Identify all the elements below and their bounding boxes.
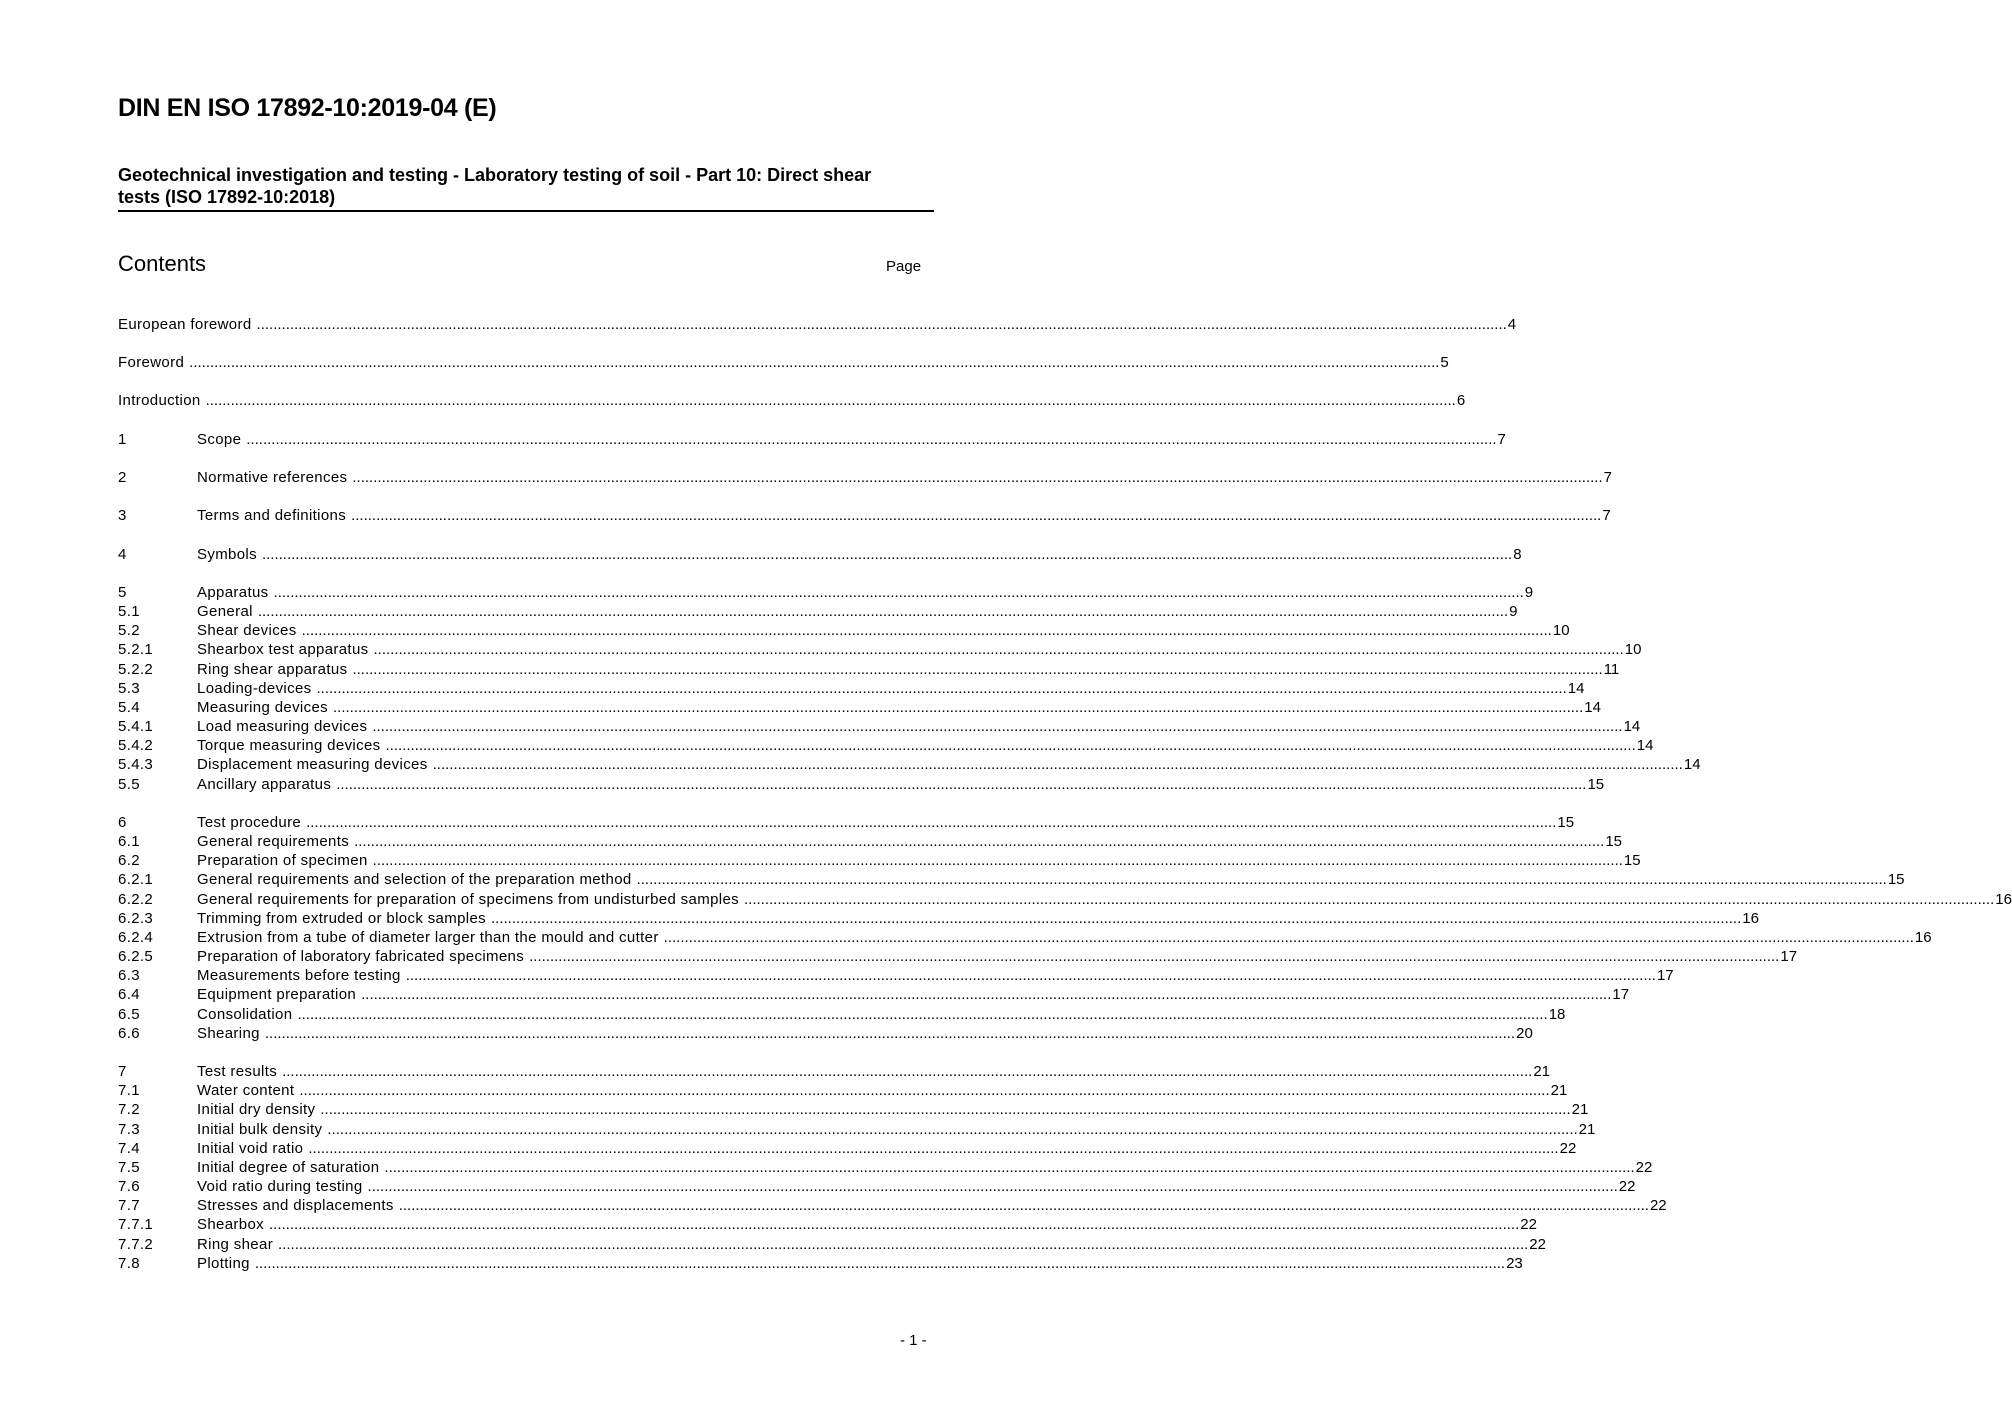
toc-dot-leader: ............................................................................................................................................................................................................................................................................................................ xyxy=(189,354,1440,371)
toc-entry-page: 21 xyxy=(1533,1063,1550,1080)
toc-entry-title: Stresses and displacements xyxy=(197,1197,394,1214)
toc-entry[interactable] xyxy=(118,546,1522,564)
toc-entry[interactable] xyxy=(118,469,1612,487)
toc-dot-leader: ............................................................................................................................................................................................................................................................................................................ xyxy=(529,948,1780,965)
toc-entry[interactable] xyxy=(118,641,1642,659)
toc-entry-title: Measuring devices xyxy=(197,699,329,716)
toc-entry-title: Initial dry density xyxy=(197,1101,316,1118)
toc-entry-number: 2 xyxy=(118,469,127,486)
toc-entry-page: 14 xyxy=(1636,737,1654,754)
toc-entry-number: 7.8 xyxy=(118,1255,140,1272)
toc-entry-number: 7.7.1 xyxy=(118,1216,154,1233)
toc-entry-number: 7.1 xyxy=(118,1082,140,1099)
toc-dot-leader: ............................................................................................................................................................................................................................................................................................................ xyxy=(273,584,1524,601)
toc-entry-title: General requirements for preparation of specimens from undisturbed samples xyxy=(197,891,739,908)
toc-entry[interactable] xyxy=(118,584,1534,602)
toc-entry-title: Preparation of laboratory fabricated specimens xyxy=(197,948,525,965)
toc-entry-title: European foreword xyxy=(118,316,252,333)
toc-entry-page: 7 xyxy=(1497,431,1506,448)
toc-entry[interactable] xyxy=(118,871,1905,889)
contents-heading: Contents xyxy=(118,251,207,276)
table-of-contents xyxy=(118,0,2012,1403)
toc-entry[interactable] xyxy=(118,1216,1537,1234)
toc-entry-number: 7.4 xyxy=(118,1140,140,1157)
toc-dot-leader: ............................................................................................................................................................................................................................................................................................................ xyxy=(385,737,1636,754)
toc-entry-page: 11 xyxy=(1603,661,1620,678)
toc-dot-leader: ............................................................................................................................................................................................................................................................................................................ xyxy=(254,1255,1506,1272)
toc-entry-title: Void ratio during testing xyxy=(197,1178,363,1195)
toc-entry-number: 5.5 xyxy=(118,776,140,793)
toc-entry-page: 9 xyxy=(1509,603,1518,620)
toc-entry-title: Extrusion from a tube of diameter larger than the mould and cutter xyxy=(197,929,659,946)
toc-entry-page: 22 xyxy=(1618,1178,1636,1195)
toc-entry[interactable] xyxy=(118,948,1798,966)
toc-dot-leader: ............................................................................................................................................................................................................................................................................................................ xyxy=(301,622,1552,639)
toc-entry[interactable] xyxy=(118,1255,1523,1273)
toc-dot-leader: ............................................................................................................................................................................................................................................................................................................ xyxy=(398,1197,1649,1214)
toc-entry[interactable] xyxy=(118,392,1466,410)
toc-entry-title: Apparatus xyxy=(197,584,269,601)
toc-dot-leader: ............................................................................................................................................................................................................................................................................................................ xyxy=(405,967,1656,984)
toc-entry-number: 5.4.3 xyxy=(118,756,154,773)
toc-entry-number: 6 xyxy=(118,814,127,831)
toc-entry[interactable] xyxy=(118,1236,1546,1254)
toc-entry-number: 6.2.3 xyxy=(118,910,154,927)
page-number: - 1 - xyxy=(900,1332,927,1349)
toc-dot-leader: ............................................................................................................................................................................................................................................................................................................ xyxy=(352,661,1603,678)
toc-entry[interactable] xyxy=(118,1121,1596,1139)
toc-entry-page: 21 xyxy=(1550,1082,1568,1099)
toc-entry[interactable] xyxy=(118,929,1932,947)
toc-entry-page: 14 xyxy=(1567,680,1585,697)
toc-dot-leader: ............................................................................................................................................................................................................................................................................................................ xyxy=(264,1025,1516,1042)
toc-dot-leader: ............................................................................................................................................................................................................................................................................................................ xyxy=(352,469,1603,486)
toc-dot-leader: ............................................................................................................................................................................................................................................................................................................ xyxy=(299,1082,1550,1099)
toc-entry-page: 4 xyxy=(1507,316,1517,333)
toc-entry-page: 15 xyxy=(1587,776,1605,793)
toc-entry-number: 6.4 xyxy=(118,986,140,1003)
toc-entry[interactable] xyxy=(118,891,2012,909)
toc-entry-title: Normative references xyxy=(197,469,348,486)
toc-dot-leader: ............................................................................................................................................................................................................................................................................................................ xyxy=(269,1216,1520,1233)
toc-dot-leader: ............................................................................................................................................................................................................................................................................................................ xyxy=(320,1101,1571,1118)
toc-entry[interactable] xyxy=(118,431,1506,449)
toc-entry-number: 6.2.5 xyxy=(118,948,154,965)
toc-entry[interactable] xyxy=(118,718,1641,736)
toc-entry-page: 23 xyxy=(1506,1255,1523,1272)
toc-entry[interactable] xyxy=(118,776,1605,794)
toc-entry[interactable] xyxy=(118,756,1701,774)
toc-entry[interactable] xyxy=(118,910,1759,928)
toc-dot-leader: ............................................................................................................................................................................................................................................................................................................ xyxy=(316,680,1567,697)
toc-entry[interactable] xyxy=(118,603,1518,621)
toc-entry-page: 17 xyxy=(1612,986,1630,1003)
toc-dot-leader: ............................................................................................................................................................................................................................................................................................................ xyxy=(282,1063,1533,1080)
toc-entry[interactable] xyxy=(118,1159,1653,1177)
toc-entry-number: 5 xyxy=(118,584,127,601)
toc-entry[interactable] xyxy=(118,316,1517,334)
toc-entry-title: Ancillary apparatus xyxy=(197,776,332,793)
toc-entry-page: 22 xyxy=(1649,1197,1667,1214)
toc-entry-number: 7 xyxy=(118,1063,127,1080)
toc-entry-page: 8 xyxy=(1513,546,1522,563)
toc-entry-title: Scope xyxy=(197,431,242,448)
toc-entry-page: 15 xyxy=(1623,852,1641,869)
toc-entry-page: 10 xyxy=(1624,641,1642,658)
toc-entry-title: Torque measuring devices xyxy=(197,737,381,754)
toc-entry-title: Shearbox xyxy=(197,1216,265,1233)
toc-entry-number: 6.6 xyxy=(118,1025,140,1042)
toc-entry-page: 14 xyxy=(1683,756,1701,773)
toc-entry-title: Water content xyxy=(197,1082,295,1099)
toc-entry-title: Test results xyxy=(197,1063,278,1080)
toc-entry-number: 6.1 xyxy=(118,833,140,850)
toc-entry-title: Displacement measuring devices xyxy=(197,756,428,773)
toc-entry-page: 16 xyxy=(1742,910,1759,927)
toc-entry-title: Plotting xyxy=(197,1255,250,1272)
toc-dot-leader: ............................................................................................................................................................................................................................................................................................................ xyxy=(361,986,1612,1003)
toc-entry-title: Measurements before testing xyxy=(197,967,401,984)
toc-entry-number: 1 xyxy=(118,431,127,448)
toc-entry-number: 7.2 xyxy=(118,1101,140,1118)
toc-dot-leader: ............................................................................................................................................................................................................................................................................................................ xyxy=(491,910,1742,927)
toc-entry[interactable] xyxy=(118,814,1575,832)
toc-entry-page: 15 xyxy=(1605,833,1623,850)
toc-dot-leader: ............................................................................................................................................................................................................................................................................................................ xyxy=(432,756,1683,773)
toc-entry-number: 6.2.4 xyxy=(118,929,154,946)
toc-entry-number: 5.2.1 xyxy=(118,641,154,658)
toc-entry-page: 9 xyxy=(1524,584,1534,601)
toc-dot-leader: ............................................................................................................................................................................................................................................................................................................ xyxy=(354,833,1605,850)
toc-entry-title: Shearing xyxy=(197,1025,260,1042)
toc-entry-title: Preparation of specimen xyxy=(197,852,368,869)
toc-entry-page: 14 xyxy=(1623,718,1641,735)
toc-dot-leader: ............................................................................................................................................................................................................................................................................................................ xyxy=(384,1159,1635,1176)
toc-entry-page: 18 xyxy=(1548,1006,1566,1023)
toc-entry[interactable] xyxy=(118,699,1601,717)
toc-entry-number: 5.2 xyxy=(118,622,140,639)
toc-entry[interactable] xyxy=(118,1063,1550,1081)
toc-entry-page: 22 xyxy=(1559,1140,1577,1157)
toc-entry-title: Initial void ratio xyxy=(197,1140,304,1157)
toc-entry-page: 16 xyxy=(1995,891,2012,908)
toc-entry-page: 20 xyxy=(1516,1025,1533,1042)
toc-entry-number: 5.4.1 xyxy=(118,718,154,735)
toc-dot-leader: ............................................................................................................................................................................................................................................................................................................ xyxy=(373,641,1624,658)
toc-entry[interactable] xyxy=(118,1140,1577,1158)
toc-entry-title: Loading-devices xyxy=(197,680,312,697)
toc-entry-number: 4 xyxy=(118,546,127,563)
toc-dot-leader: ............................................................................................................................................................................................................................................................................................................ xyxy=(278,1236,1529,1253)
toc-entry-number: 7.6 xyxy=(118,1178,140,1195)
toc-entry-page: 21 xyxy=(1571,1101,1589,1118)
toc-dot-leader: ............................................................................................................................................................................................................................................................................................................ xyxy=(351,507,1602,524)
toc-entry-title: Foreword xyxy=(118,354,185,371)
toc-entry[interactable] xyxy=(118,1178,1636,1196)
toc-entry[interactable] xyxy=(118,1006,1566,1024)
toc-entry-page: 15 xyxy=(1557,814,1575,831)
toc-entry[interactable] xyxy=(118,1025,1533,1043)
toc-entry-number: 6.2.2 xyxy=(118,891,154,908)
toc-dot-leader: ............................................................................................................................................................................................................................................................................................................ xyxy=(333,699,1584,716)
toc-entry-page: 14 xyxy=(1584,699,1601,716)
toc-dot-leader: ............................................................................................................................................................................................................................................................................................................ xyxy=(663,929,1914,946)
toc-entry-number: 5.3 xyxy=(118,680,140,697)
toc-dot-leader: ............................................................................................................................................................................................................................................................................................................ xyxy=(744,891,1995,908)
toc-entry-title: General requirements and selection of the preparation method xyxy=(197,871,632,888)
toc-entry[interactable] xyxy=(118,737,1654,755)
toc-entry[interactable] xyxy=(118,661,1620,679)
toc-entry[interactable] xyxy=(118,354,1449,372)
toc-entry-title: Ring shear xyxy=(197,1236,274,1253)
toc-entry-number: 5.4 xyxy=(118,699,140,716)
toc-dot-leader: ............................................................................................................................................................................................................................................................................................................ xyxy=(205,392,1456,409)
toc-dot-leader: ............................................................................................................................................................................................................................................................................................................ xyxy=(372,852,1623,869)
toc-entry-number: 3 xyxy=(118,507,127,524)
toc-entry-title: Consolidation xyxy=(197,1006,293,1023)
toc-dot-leader: ............................................................................................................................................................................................................................................................................................................ xyxy=(327,1121,1578,1138)
toc-entry-title: Shearbox test apparatus xyxy=(197,641,369,658)
toc-entry-number: 5.1 xyxy=(118,603,140,620)
toc-entry[interactable] xyxy=(118,622,1570,640)
toc-entry-number: 7.3 xyxy=(118,1121,140,1138)
toc-entry[interactable] xyxy=(118,833,1623,851)
toc-entry-number: 7.7 xyxy=(118,1197,140,1214)
toc-dot-leader: ............................................................................................................................................................................................................................................................................................................ xyxy=(246,431,1497,448)
toc-dot-leader: ............................................................................................................................................................................................................................................................................................................ xyxy=(257,603,1509,620)
page-column-heading: Page xyxy=(886,258,922,275)
toc-entry-number: 6.5 xyxy=(118,1006,140,1023)
toc-entry[interactable] xyxy=(118,507,1611,525)
toc-entry-title: Ring shear apparatus xyxy=(197,661,348,678)
toc-entry-title: Test procedure xyxy=(197,814,302,831)
toc-entry-title: Initial degree of saturation xyxy=(197,1159,380,1176)
toc-entry[interactable] xyxy=(118,1197,1667,1215)
toc-entry-title: Trimming from extruded or block samples xyxy=(197,910,487,927)
toc-entry-page: 17 xyxy=(1656,967,1674,984)
toc-entry-title: Symbols xyxy=(197,546,257,563)
toc-dot-leader: ............................................................................................................................................................................................................................................................................................................ xyxy=(308,1140,1559,1157)
toc-entry-page: 22 xyxy=(1529,1236,1546,1253)
toc-entry-page: 6 xyxy=(1456,392,1466,409)
toc-entry-page: 22 xyxy=(1635,1159,1653,1176)
toc-entry[interactable] xyxy=(118,1082,1568,1100)
toc-entry-title: Equipment preparation xyxy=(197,986,357,1003)
toc-entry-number: 5.4.2 xyxy=(118,737,154,754)
toc-entry-page: 17 xyxy=(1780,948,1798,965)
toc-entry[interactable] xyxy=(118,967,1674,985)
toc-entry-page: 22 xyxy=(1520,1216,1537,1233)
toc-entry[interactable] xyxy=(118,680,1585,698)
toc-dot-leader: ............................................................................................................................................................................................................................................................................................................ xyxy=(336,776,1587,793)
toc-entry-number: 5.2.2 xyxy=(118,661,154,678)
toc-entry-title: Load measuring devices xyxy=(197,718,368,735)
toc-entry[interactable] xyxy=(118,1101,1589,1119)
toc-entry-number: 7.7.2 xyxy=(118,1236,154,1253)
toc-entry-title: Shear devices xyxy=(197,622,297,639)
toc-entry-title: General requirements xyxy=(197,833,350,850)
toc-entry-page: 21 xyxy=(1578,1121,1596,1138)
toc-dot-leader: ............................................................................................................................................................................................................................................................................................................ xyxy=(372,718,1623,735)
toc-entry-page: 16 xyxy=(1914,929,1932,946)
toc-entry[interactable] xyxy=(118,852,1641,870)
toc-dot-leader: ............................................................................................................................................................................................................................................................................................................ xyxy=(261,546,1513,563)
toc-dot-leader: ............................................................................................................................................................................................................................................................................................................ xyxy=(256,316,1507,333)
toc-dot-leader: ............................................................................................................................................................................................................................................................................................................ xyxy=(367,1178,1618,1195)
toc-entry-page: 7 xyxy=(1602,507,1611,524)
toc-entry-page: 7 xyxy=(1603,469,1612,486)
toc-entry-page: 5 xyxy=(1440,354,1449,371)
toc-dot-leader: ............................................................................................................................................................................................................................................................................................................ xyxy=(636,871,1887,888)
toc-entry[interactable] xyxy=(118,986,1630,1004)
toc-entry-number: 6.2 xyxy=(118,852,140,869)
toc-entry-number: 7.5 xyxy=(118,1159,140,1176)
toc-entry-title: Terms and definitions xyxy=(197,507,347,524)
toc-dot-leader: ............................................................................................................................................................................................................................................................................................................ xyxy=(306,814,1557,831)
document-title: DIN EN ISO 17892-10:2019-04 (E) xyxy=(118,94,497,122)
toc-dot-leader: ............................................................................................................................................................................................................................................................................................................ xyxy=(297,1006,1548,1023)
toc-entry-title: Initial bulk density xyxy=(197,1121,323,1138)
toc-entry-number: 6.2.1 xyxy=(118,871,154,888)
toc-entry-title: General xyxy=(197,603,253,620)
toc-entry-page: 15 xyxy=(1887,871,1905,888)
toc-entry-page: 10 xyxy=(1552,622,1570,639)
document-subtitle: Geotechnical investigation and testing - Laboratory testing of soil - Part 10: Direct shear tests (ISO 17892-10:2018) xyxy=(118,165,872,207)
toc-entry-title: Introduction xyxy=(118,392,201,409)
toc-entry-number: 6.3 xyxy=(118,967,140,984)
